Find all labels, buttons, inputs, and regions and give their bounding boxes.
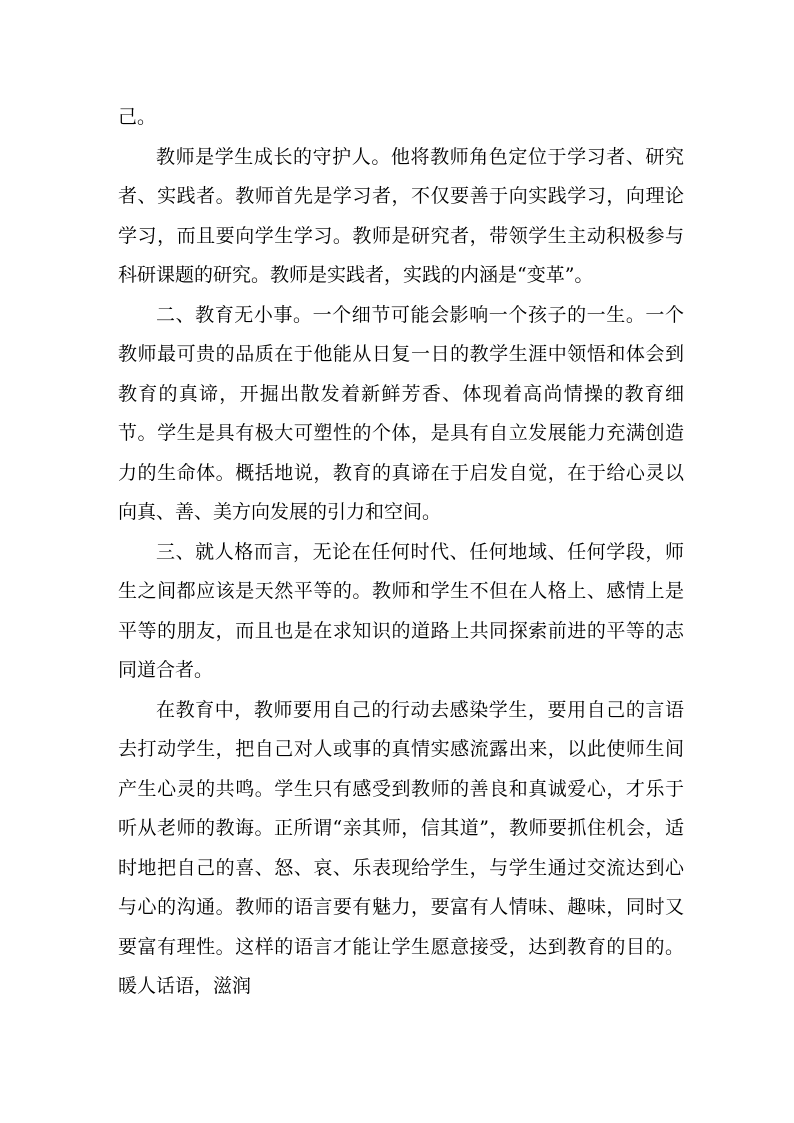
paragraph-equality: 三、就人格而言，无论在任何时代、任何地域、任何学段，师生之间都应该是天然平等的。教师和学生不但在人格上、感情上是平等的朋友，而且也是在求知识的道路上共同探索前进的平等的志同道合者。 (118, 540, 684, 681)
document-body (118, 98, 684, 1007)
paragraph-education-details: 二、教育无小事。一个细节可能会影响一个孩子的一生。一个教师最可贵的品质在于他能从日复一日的教学生涯中领悟和体会到教育的真谛，开掘出散发着新鲜芳香、体现着高尚情操的教育细节。学生是具有极大可塑性的个体，是具有自立发展能力充满创造力的生命体。概括地说，教育的真谛在于启发自觉，在于给心灵以向真、善、美方向发展的引力和空间。 (118, 303, 684, 523)
paragraph-continuation: 己。 (118, 106, 157, 128)
paragraph-teacher-guardian: 教师是学生成长的守护人。他将教师角色定位于学习者、研究者、实践者。教师首先是学习者，不仅要善于向实践学习，向理论学习，而且要向学生学习。教师是研究者，带领学生主动积极参与科研课题的研究。教师是实践者，实践的内涵是“变革”。 (118, 145, 684, 286)
paragraph-teacher-language: 在教育中，教师要用自己的行动去感染学生，要用自己的言语去打动学生，把自己对人或事的真情实感流露出来，以此使师生间产生心灵的共鸣。学生只有感受到教师的善良和真诚爱心，才乐于听从老师的教诲。正所谓“亲其师，信其道”，教师要抓住机会，适时地把自己的喜、怒、哀、乐表现给学生，与学生通过交流达到心与心的沟通。教师的语言要有魅力，要富有人情味、趣味，同时又要富有理性。这样的语言才能让学生愿意接受，达到教育的目的。暖人话语，滋润 (118, 698, 684, 997)
